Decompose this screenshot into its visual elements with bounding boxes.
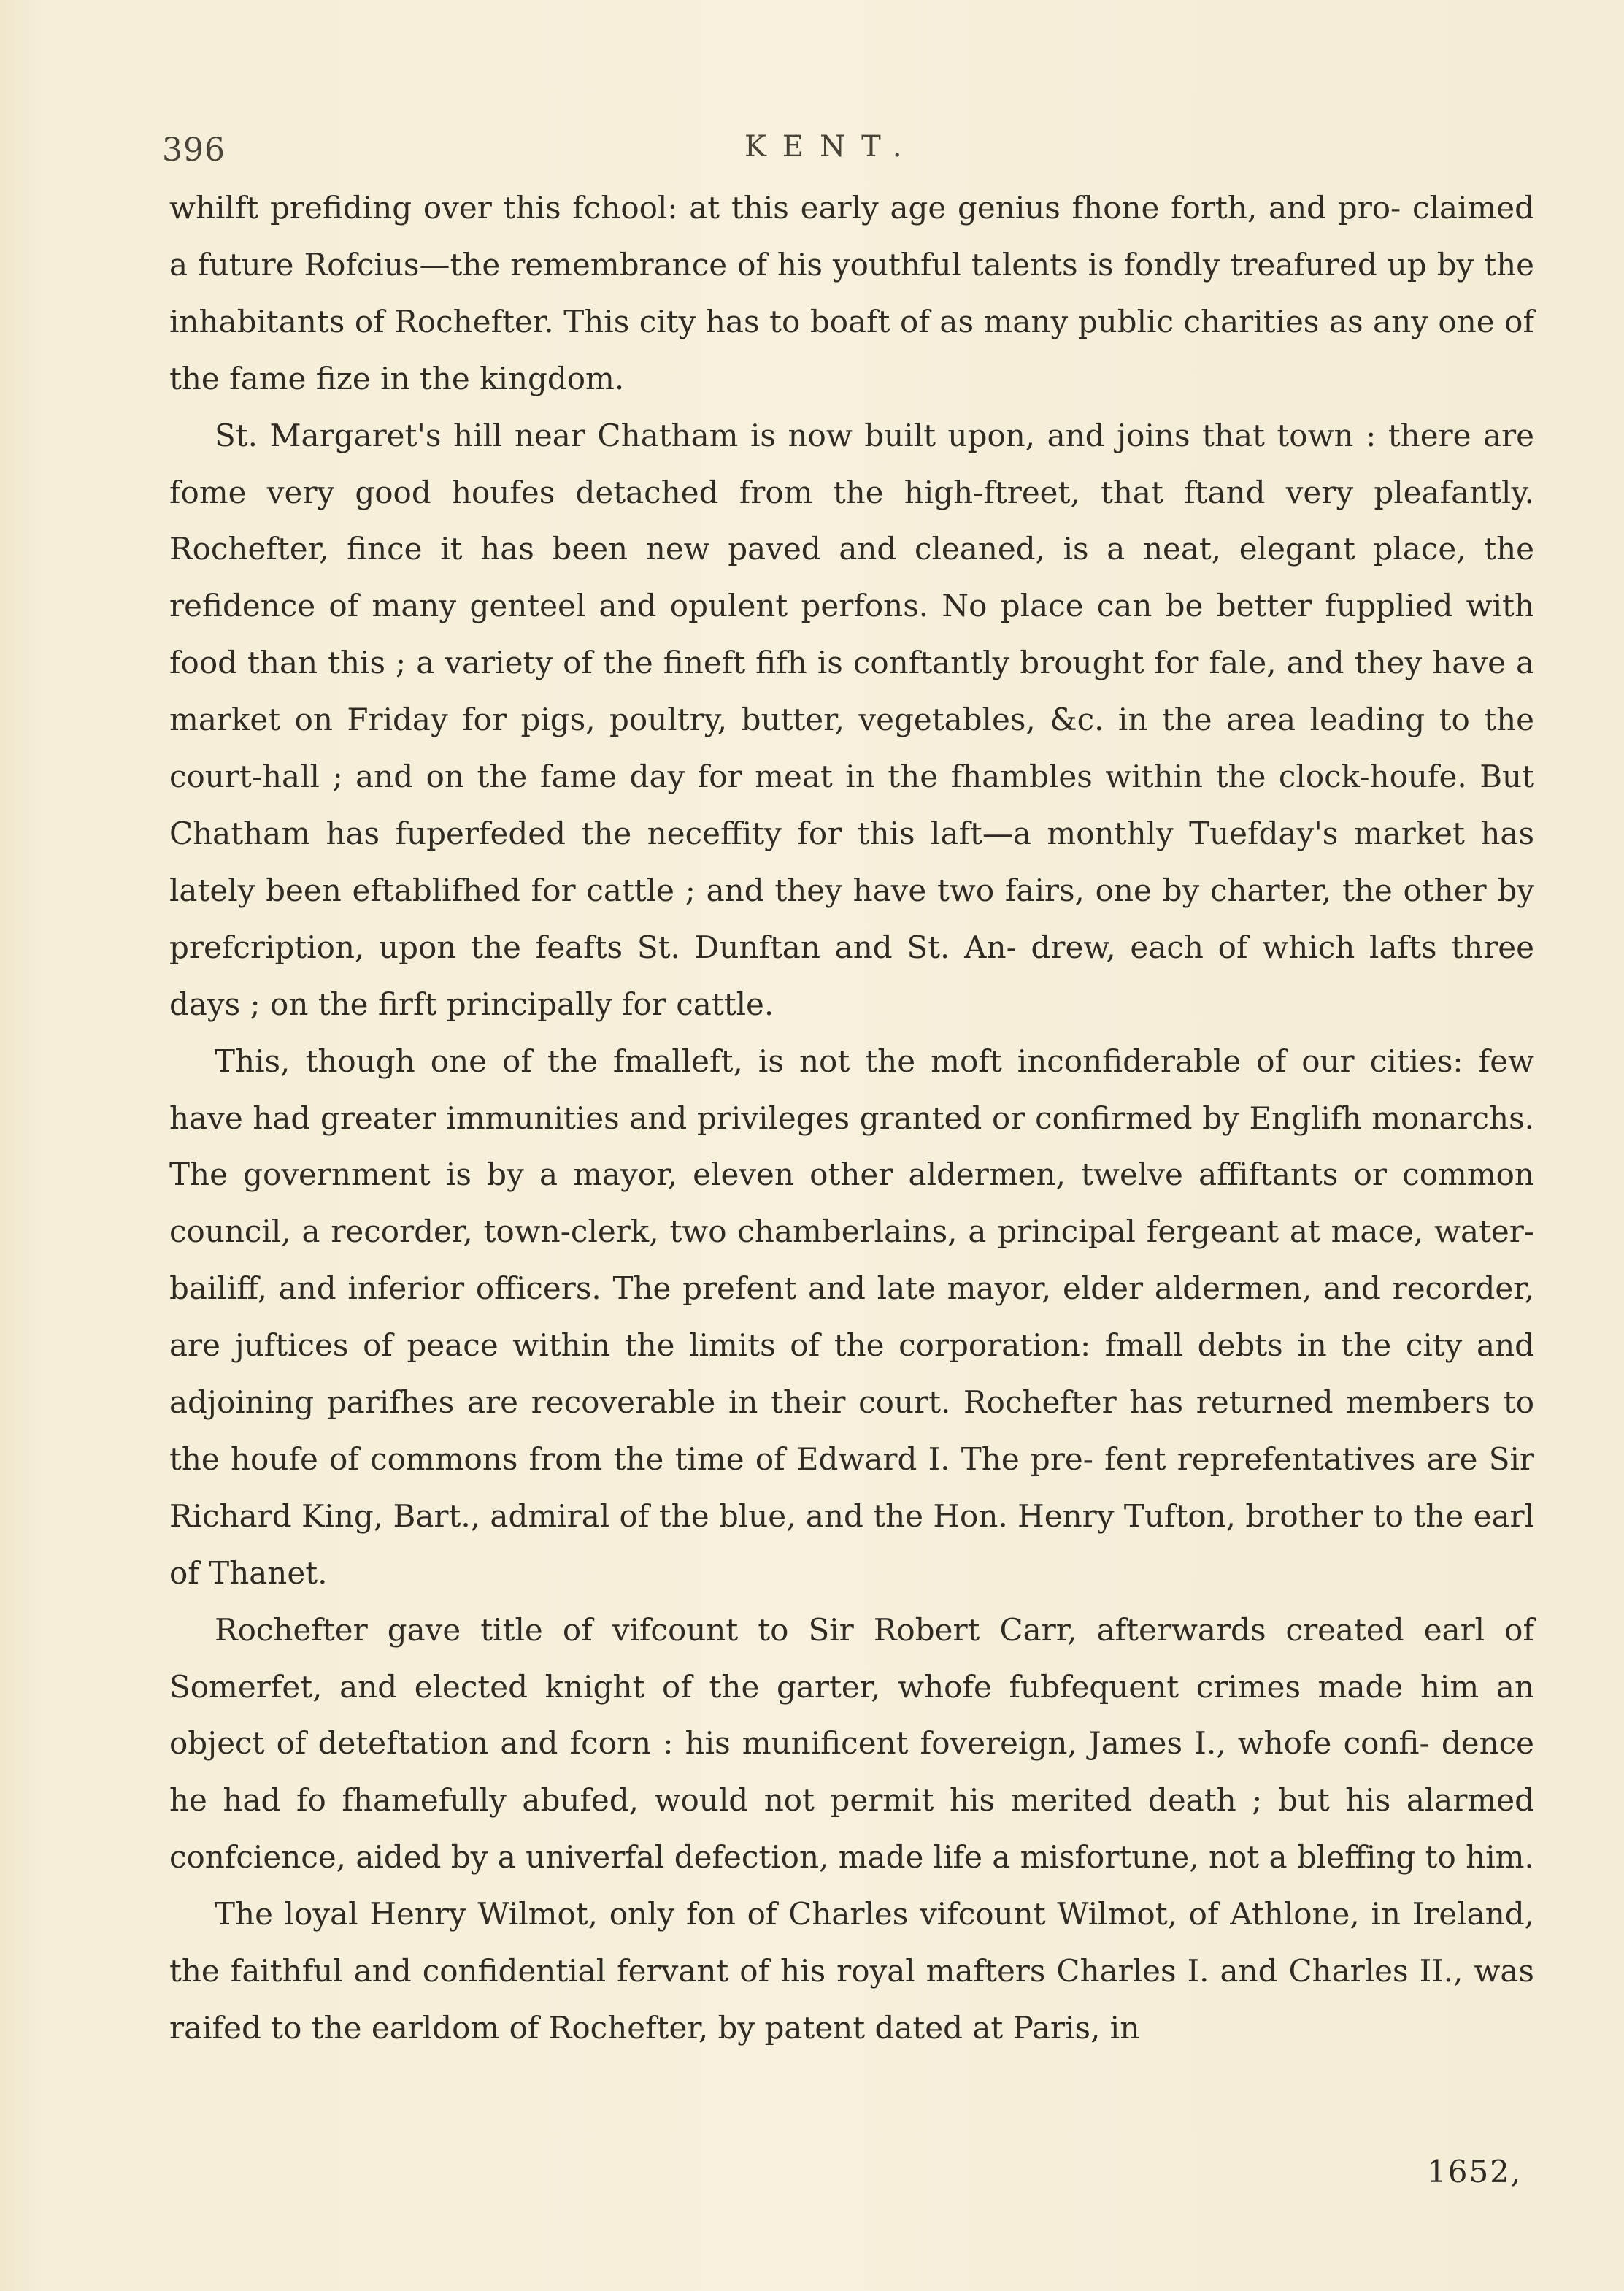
running-head: KENT. <box>744 130 918 164</box>
page-header <box>0 117 1624 175</box>
page-number: 396 <box>162 131 226 169</box>
paragraph: St. Margaret's hill near Chatham is now built upon, and joins that town : there are fome very good houfes detached from the high-ftreet, that ftand very pleafantly. Rochefter, fince it has been new paved and cleaned, is a neat, elegant place, the refidence of many genteel and opulent perfons. No place can be better fupplied with food than this ; a variety of the fineft fifh is conftantly brought for fale, and they have a market on Friday for pigs, poultry, butter, vegetables, &c. in the area leading to the court-hall ; and on the fame day for meat in the fhambles within the clock-houfe. But Chatham has fuperfeded the neceffity for this laft—a monthly Tuefday's market has lately been eftablifhed for cattle ; and they have two fairs, one by charter, the other by prefcription, upon the feafts St. Dunftan and St. An- drew, each of which lafts three days ; on the firft principally for cattle. <box>169 417 1534 1022</box>
paragraph: This, though one of the fmalleft, is not the moft inconfiderable of our cities: few have had greater immunities and privileges granted or confirmed by Englifh monarchs. The government is by a mayor, eleven other aldermen, twelve affiftants or common council, a recorder, town-clerk, two chamberlains, a principal fergeant at mace, water-bailiff, and inferior officers. The prefent and late mayor, elder aldermen, and recorder, are juftices of peace within the limits of the corporation: fmall debts in the city and adjoining parifhes are recoverable in their court. Rochefter has returned members to the houfe of commons from the time of Edward I. The pre- fent reprefentatives are Sir Richard King, Bart., admiral of the blue, and the Hon. Henry Tufton, brother to the earl of Thanet. <box>169 1043 1534 1591</box>
body-text <box>169 180 1534 2057</box>
paragraph: Rochefter gave title of vifcount to Sir Robert Carr, afterwards created earl of Somerfet, and elected knight of the garter, whofe fubfequent crimes made him an object of deteftation and fcorn : his munificent fovereign, James I., whofe confi- dence he had fo fhamefully abufed, would not permit his merited death ; but his alarmed confcience, aided by a univerfal defection, made life a misfortune, not a bleffing to him. <box>169 1611 1534 1876</box>
catchword: 1652, <box>1427 2154 1523 2190</box>
paragraph: The loyal Henry Wilmot, only fon of Charles vifcount Wilmot, of Athlone, in Ireland, the faithful and confidential fervant of his royal mafters Charles I. and Charles II., was raifed to the earldom of Rochefter, by patent dated at Paris, in <box>169 1896 1534 2046</box>
paragraph: whilft prefiding over this fchool: at this early age genius fhone forth, and pro- claimed a future Rofcius—the remembrance of his youthful talents is fondly treafured up by the inhabitants of Rochefter. This city has to boaft of as many public charities as any one of the fame fize in the kingdom. <box>169 190 1534 396</box>
